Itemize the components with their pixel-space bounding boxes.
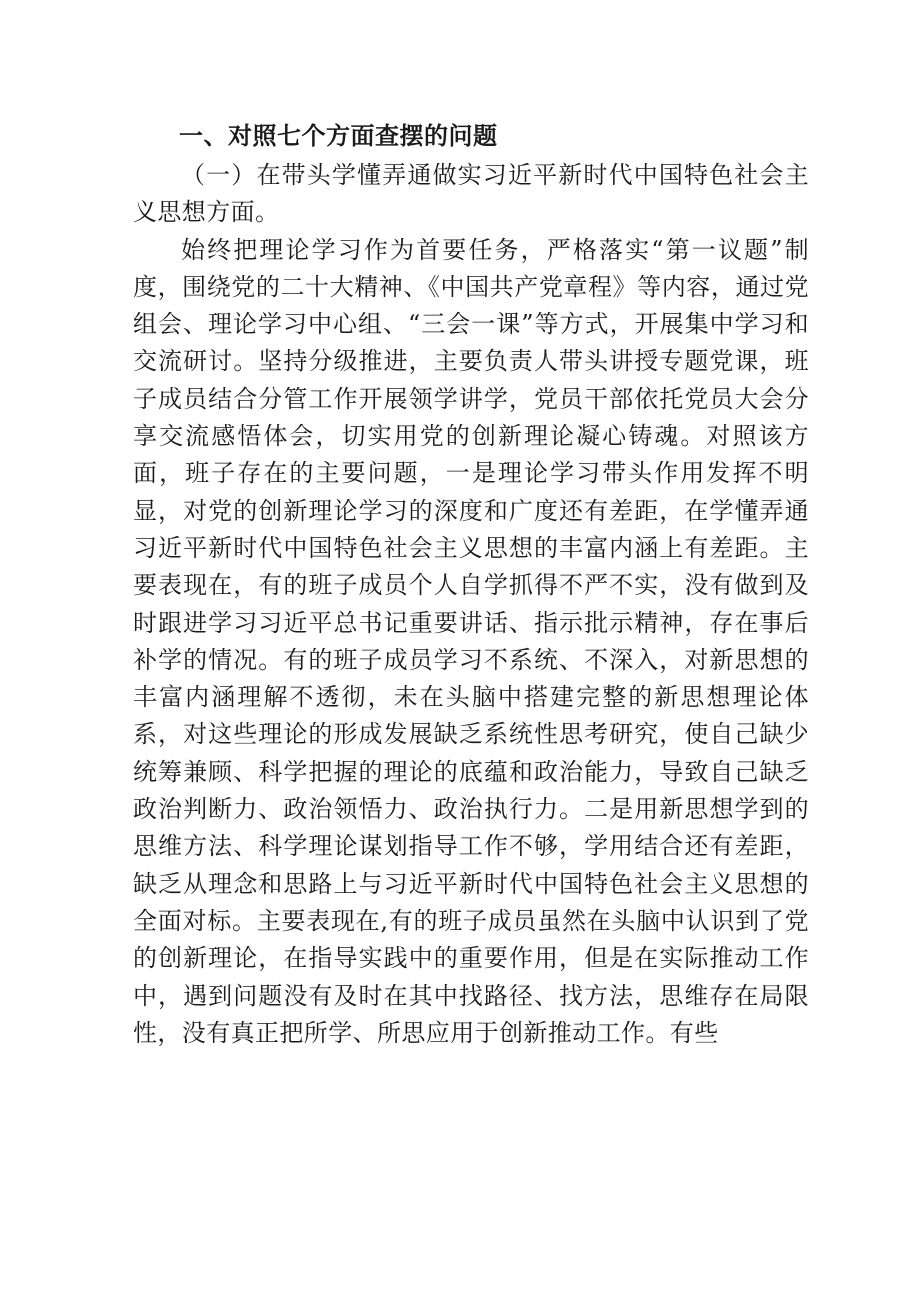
subsection-heading: （一）在带头学懂弄通做实习近平新时代中国特色社会主义思想方面。 [133,161,809,227]
document-body [133,118,809,1052]
section-heading: 一、对照七个方面查摆的问题 [179,122,498,150]
body-paragraph: 始终把理论学习作为首要任务，严格落实“第一议题”制度，围绕党的二十大精神、《中国共产党章程》等内容，通过党组会、理论学习中心组、“三会一课”等方式，开展集中学习和交流研讨。坚持分级推进，主要负责人带头讲授专题党课，班子成员结合分管工作开展领学讲学，党员干部依托党员大会分享交流感悟体会，切实用党的创新理论凝心铸魂。对照该方面，班子存在的主要问题，一是理论学习带头作用发挥不明显，对党的创新理论学习的深度和广度还有差距，在学懂弄通习近平新时代中国特色社会主义思想的丰富内涵上有差距。主要表现在，有的班子成员个人自学抓得不严不实，没有做到及时跟进学习习近平总书记重要讲话、指示批示精神，存在事后补学的情况。有的班子成员学习不系统、不深入，对新思想的丰富内涵理解不透彻，未在头脑中搭建完整的新思想理论体系，对这些理论的形成发展缺乏系统性思考研究，使自己缺少统筹兼顾、科学把握的理论的底蕴和政治能力，导致自己缺乏政治判断力、政治领悟力、政治执行力。二是用新思想学到的思维方法、科学理论谋划指导工作不够，学用结合还有差距，缺乏从理念和思路上与习近平新时代中国特色社会主义思想的全面对标。主要表现在,有的班子成员虽然在头脑中认识到了党的创新理论，在指导实践中的重要作用，但是在实际推动工作中，遇到问题没有及时在其中找路径、找方法，思维存在局限性，没有真正把所学、所思应用于创新推动工作。有些 [133,235,809,1047]
